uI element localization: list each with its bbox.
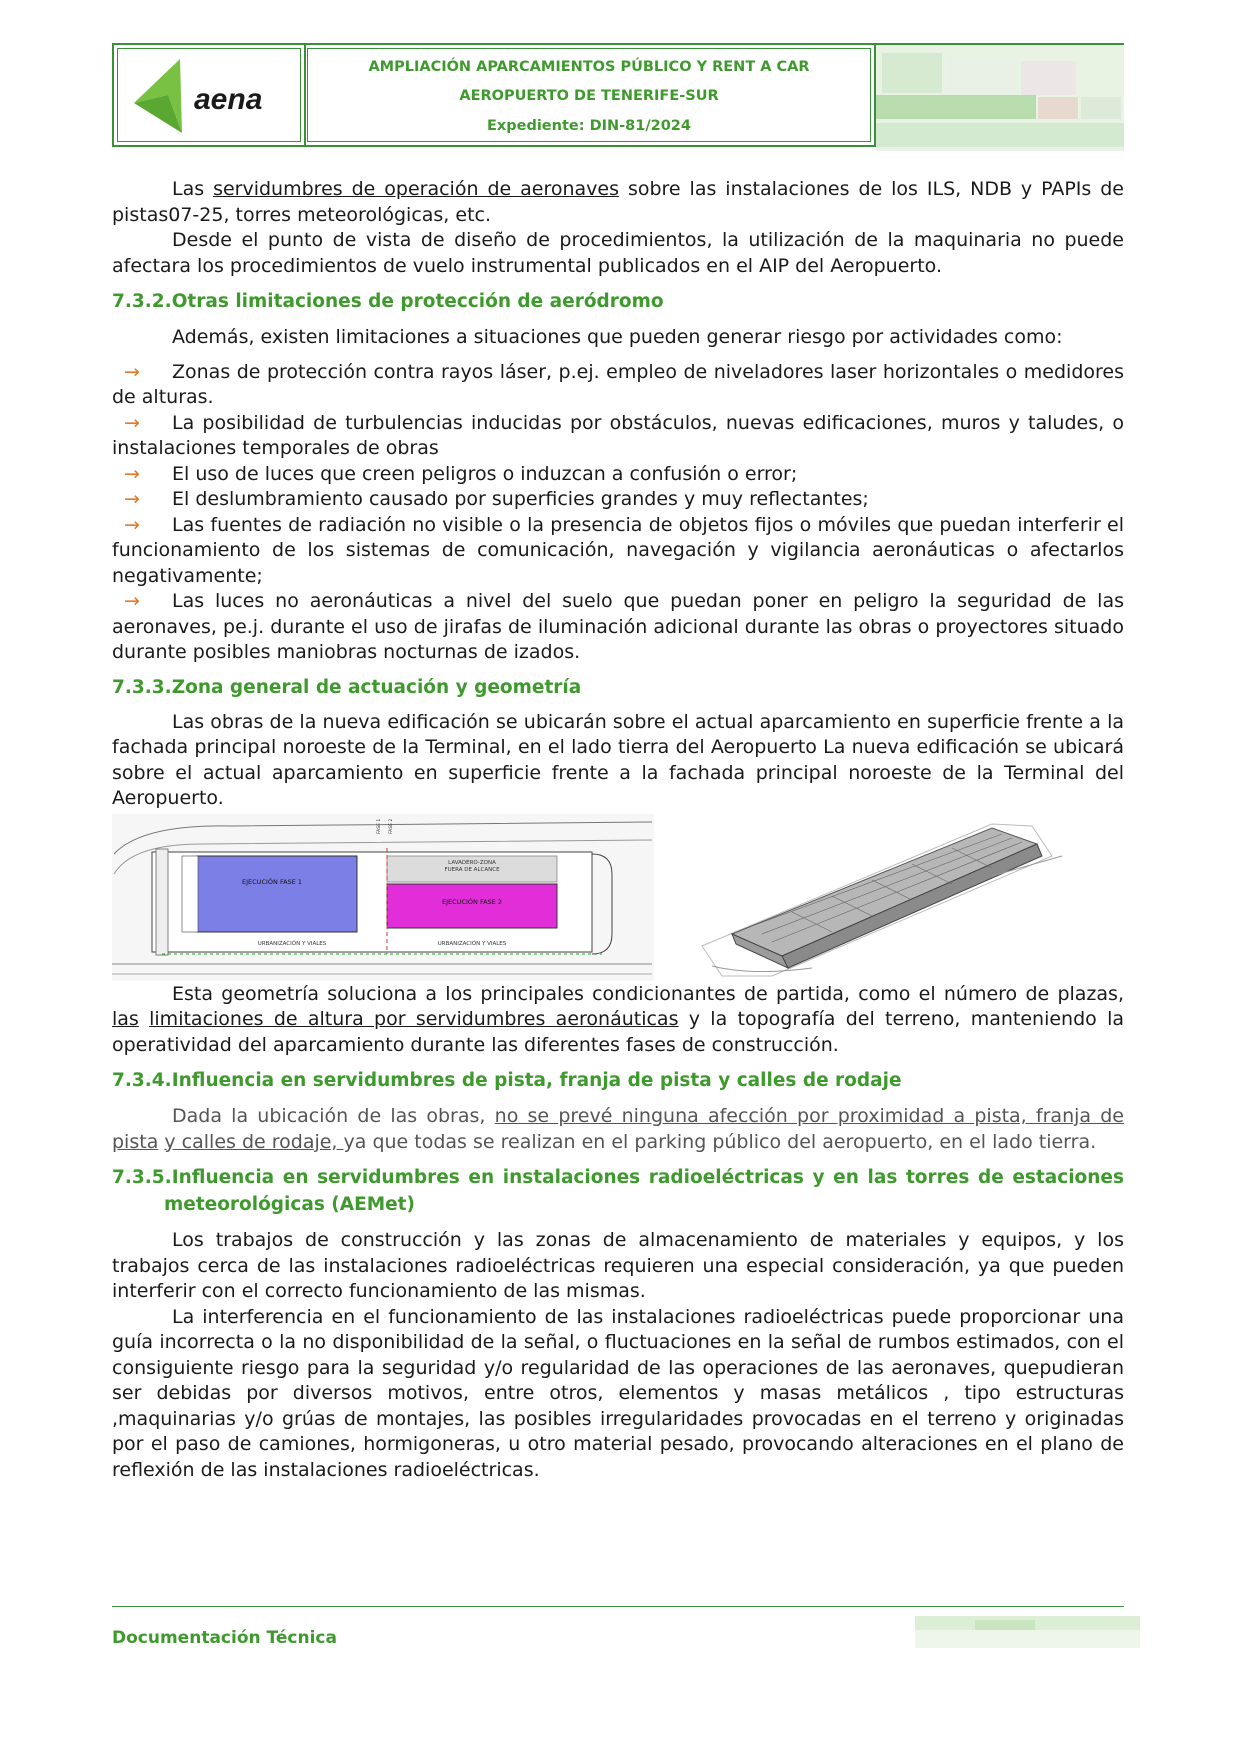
plan-label-fase1: EJECUCIÓN FASE 1 [242,877,302,886]
plan-label-lavadero: LAVADERO-ZONA [448,859,496,866]
heading-7-3-2: 7.3.2.Otras limitaciones de protección de aeródromo [112,291,664,312]
figures-row [112,814,1124,981]
logo-box [112,43,306,147]
list-item: → Las luces no aeronáuticas a nivel del suelo que puedan poner en peligro la seguridad de las aeronaves, pe.j. durante el uso de jirafas de iluminación adicional durante las obras o proyectores situado durante posibles maniobras nocturnas de izados. [112,590,1124,663]
header-line-3: Expediente: DIN-81/2024 [486,118,691,134]
footer-blurred-image [915,1616,1140,1650]
plan-label-fuera: FUERA DE ALCANCE [444,866,500,873]
page-header [112,43,1124,149]
paragraph-diseno: Desde el punto de vista de diseño de procedimientos, la utilización de la maquinaria no puede afectara los procedimientos de vuelo instrumental publicados en el AIP del Aeropuerto. [112,229,1124,277]
bullet-list [112,360,1124,666]
paragraph-ubicacion: Dada la ubicación de las obras, no se prevé ninguna afección por proximidad a pista, franja de pista y calles de rodaje, ya que todas se realizan en el parking público del aeropuerto, en el lado tierra. [112,1105,1124,1153]
footer-title: Documentación Técnica [112,1628,337,1648]
plan-label-urb1: URBANIZACIÓN Y VIALES [257,940,327,947]
list-item: → Las fuentes de radiación no visible o la presencia de objetos fijos o móviles que puedan interferir el funcionamiento de los sistemas de comunicación, navegación y vigilancia aeronáuticas o afectarlos negativamente; [112,513,1124,587]
paragraph-interferencia: La interferencia en el funcionamiento de las instalaciones radioeléctricas puede proporcionar una guía incorrecta o la no disponibilidad de la señal, o fluctuaciones en la señal de rumbos estimados, con el consiguiente riesgo para la seguridad y/o regularidad de las operaciones de las aeronaves, quepudieran ser debidas por diversos motivos, entre otros, elementos y masas metálicos , tipo estructuras ,maquinarias y/o grúas de montajes, las posibles irregularidades provocadas en el terreno y originadas por el paso de camiones, hormigoneras, u otro material pesado, provocando alteraciones en el plano de reflexión de las instalaciones radioeléctricas. [112,1305,1124,1481]
aena-logo-icon [132,51,292,141]
paragraph-geometria: Esta geometría soluciona a los principales condicionantes de partida, como el número de plazas, las limitaciones de altura por servidumbres aeronáuticas y la topografía del terreno, manteniendo la operatividad del aparcamiento durante las diferentes fases de construcción. [112,982,1124,1056]
paragraph-ademas: Además, existen limitaciones a situaciones que pueden generar riesgo por actividades como: [172,326,1063,348]
header-line-1: AMPLIACIÓN APARCAMIENTOS PÚBLICO Y RENT A CAR [368,59,810,75]
plan-tag-1: FASE 1 [377,818,382,834]
paragraph-trabajos: Los trabajos de construcción y las zonas de almacenamiento de materiales y equipos, y los trabajos cerca de las instalaciones radioeléctricas requieren una especial consideración, ya que pueden interferir con el correcto funcionamiento de las mismas. [112,1229,1124,1302]
heading-7-3-3: 7.3.3.Zona general de actuación y geometría [112,676,582,698]
paragraph-obras: Las obras de la nueva edificación se ubicarán sobre el actual aparcamiento en superficie frente a la fachada principal noroeste de la Terminal, en el lado tierra del Aeropuerto La nueva edificación se ubicará sobre el actual aparcamiento en superficie frente a la fachada principal noroeste de la Terminal del Aeropuerto. [112,710,1124,809]
list-item: → La posibilidad de turbulencias inducidas por obstáculos, nuevas edificaciones, muros y taludes, o instalaciones temporales de obras [112,411,1124,459]
list-item: → Zonas de protección contra rayos láser, p.ej. empleo de niveladores laser horizontales o medidores de alturas. [112,360,1124,408]
plan-label-fase2: EJECUCIÓN FASE 2 [442,897,502,906]
heading-7-3-5: 7.3.5.Influencia en servidumbres en instalaciones radioeléctricas y en las torres de estaciones meteorológicas (AEMet) [112,1167,1124,1215]
paragraph-servidumbres: Las servidumbres de operación de aeronaves sobre las instalaciones de los ILS, NDB y PAPIs de pistas07-25, torres meteorológicas, etc. [112,178,1125,226]
list-item: → El uso de luces que creen peligros o induzcan a confusión o error; [124,462,798,485]
header-blurred-image [876,43,1124,149]
plan-label-urb2: URBANIZACIÓN Y VIALES [437,940,507,947]
site-plan-image [112,814,654,981]
page-body [112,177,1124,1483]
header-line-2: AEROPUERTO DE TENERIFE-SUR [459,88,719,104]
header-title-box [304,43,876,147]
logo-text: aena [194,83,263,116]
heading-7-3-4: 7.3.4.Influencia en servidumbres de pista, franja de pista y calles de rodaje [112,1070,902,1091]
footer-divider [112,1606,1124,1607]
list-item: → El deslumbramiento causado por superficies grandes y muy reflectantes; [124,488,869,510]
plan-tag-2: FASE 2 [389,818,394,834]
parking-3d-render-image [692,816,1072,981]
